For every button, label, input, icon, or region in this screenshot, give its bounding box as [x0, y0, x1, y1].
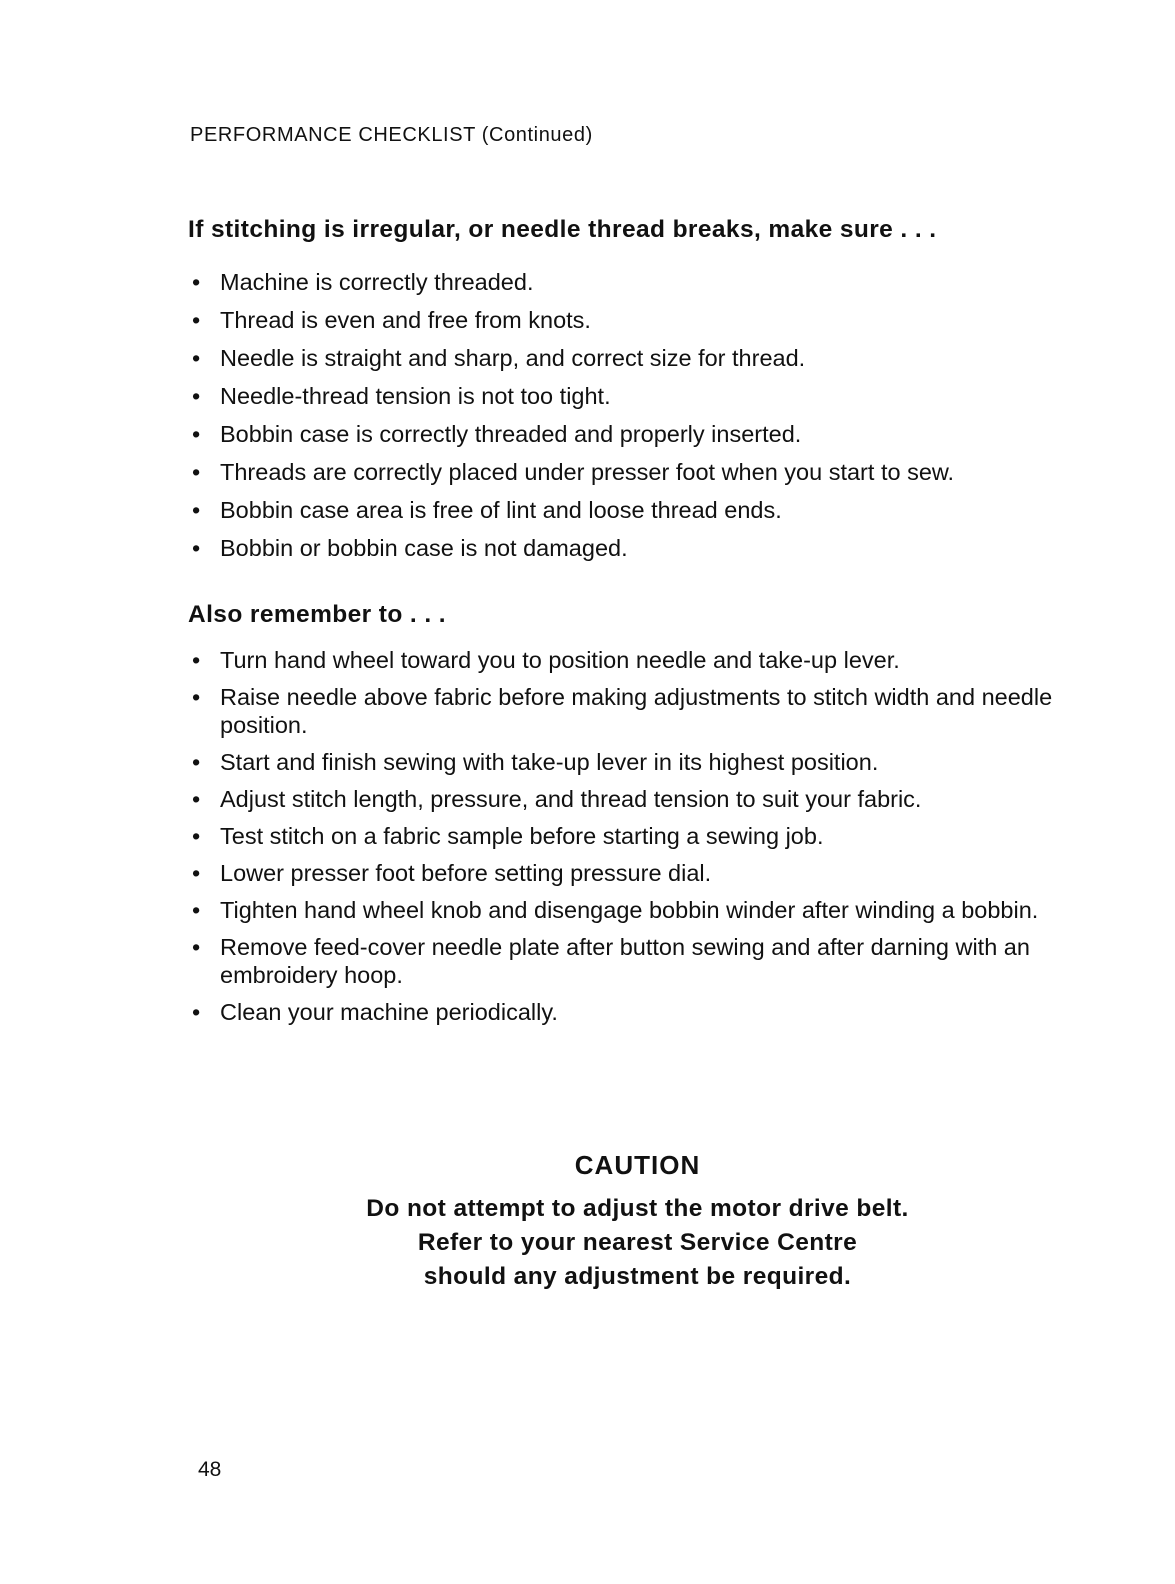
list-item-text: Threads are correctly placed under presser foot when you start to sew.	[220, 459, 955, 485]
bullet-icon: •	[192, 647, 201, 673]
list-item	[190, 496, 1090, 524]
list-item-text: Adjust stitch length, pressure, and thread tension to suit your fabric.	[220, 786, 922, 812]
list-item-text: Clean your machine periodically.	[220, 999, 558, 1025]
caution-line: Refer to your nearest Service Centre	[417, 1229, 858, 1256]
list-item	[190, 306, 1090, 334]
caution-title: CAUTION	[574, 1150, 701, 1180]
bullet-icon: •	[192, 497, 201, 523]
list-item	[190, 896, 1090, 924]
list-item-text: Needle-thread tension is not too tight.	[220, 383, 611, 409]
list-item	[190, 458, 1090, 486]
bullet-icon: •	[192, 897, 201, 923]
list-item-text: Needle is straight and sharp, and correct size for thread.	[220, 345, 806, 371]
list-item-text: Lower presser foot before setting pressure dial.	[220, 860, 712, 886]
bullet-icon: •	[192, 860, 201, 886]
bullet-icon: •	[192, 307, 201, 333]
list-item	[190, 268, 1090, 296]
bullet-icon: •	[192, 421, 201, 447]
list-item-text: Remove feed-cover needle plate after button sewing and after darning with an embroidery hoop.	[220, 934, 1030, 988]
checklist-irregular	[190, 268, 1090, 572]
bullet-icon: •	[192, 345, 201, 371]
bullet-icon: •	[192, 383, 201, 409]
list-item-text: Turn hand wheel toward you to position needle and take-up lever.	[220, 647, 900, 673]
bullet-icon: •	[192, 823, 201, 849]
list-item	[190, 683, 1090, 739]
list-item-text: Raise needle above fabric before making adjustments to stitch width and needle position.	[220, 684, 1053, 738]
list-item	[190, 382, 1090, 410]
page-number: 48	[198, 1458, 222, 1481]
list-item	[190, 998, 1090, 1026]
list-item-text: Start and finish sewing with take-up lever in its highest position.	[220, 749, 879, 775]
list-item	[190, 534, 1090, 562]
running-title: PERFORMANCE CHECKLIST (Continued)	[190, 124, 593, 146]
caution-line: should any adjustment be required.	[423, 1263, 852, 1290]
list-item-text: Test stitch on a fabric sample before starting a sewing job.	[220, 823, 824, 849]
section-heading-irregular: If stitching is irregular, or needle thread breaks, make sure . . .	[188, 216, 937, 243]
list-item	[190, 344, 1090, 372]
bullet-icon: •	[192, 786, 201, 812]
bullet-icon: •	[192, 934, 201, 960]
bullet-icon: •	[192, 684, 201, 710]
checklist-remember	[190, 646, 1090, 1035]
list-item	[190, 785, 1090, 813]
list-item	[190, 420, 1090, 448]
bullet-icon: •	[192, 535, 201, 561]
list-item	[190, 933, 1090, 989]
bullet-icon: •	[192, 459, 201, 485]
list-item-text: Bobbin case area is free of lint and loose thread ends.	[220, 497, 782, 523]
caution-body	[50, 1192, 1175, 1294]
bullet-icon: •	[192, 269, 201, 295]
list-item-text: Bobbin or bobbin case is not damaged.	[220, 535, 628, 561]
bullet-icon: •	[192, 999, 201, 1025]
list-item-text: Bobbin case is correctly threaded and properly inserted.	[220, 421, 802, 447]
list-item-text: Machine is correctly threaded.	[220, 269, 534, 295]
bullet-icon: •	[192, 749, 201, 775]
list-item	[190, 646, 1090, 674]
list-item	[190, 859, 1090, 887]
list-item	[190, 822, 1090, 850]
list-item	[190, 748, 1090, 776]
list-item-text: Thread is even and free from knots.	[220, 307, 591, 333]
caution-line: Do not attempt to adjust the motor drive belt.	[366, 1195, 909, 1222]
list-item-text: Tighten hand wheel knob and disengage bobbin winder after winding a bobbin.	[220, 897, 1039, 923]
section-heading-remember: Also remember to . . .	[188, 601, 446, 628]
